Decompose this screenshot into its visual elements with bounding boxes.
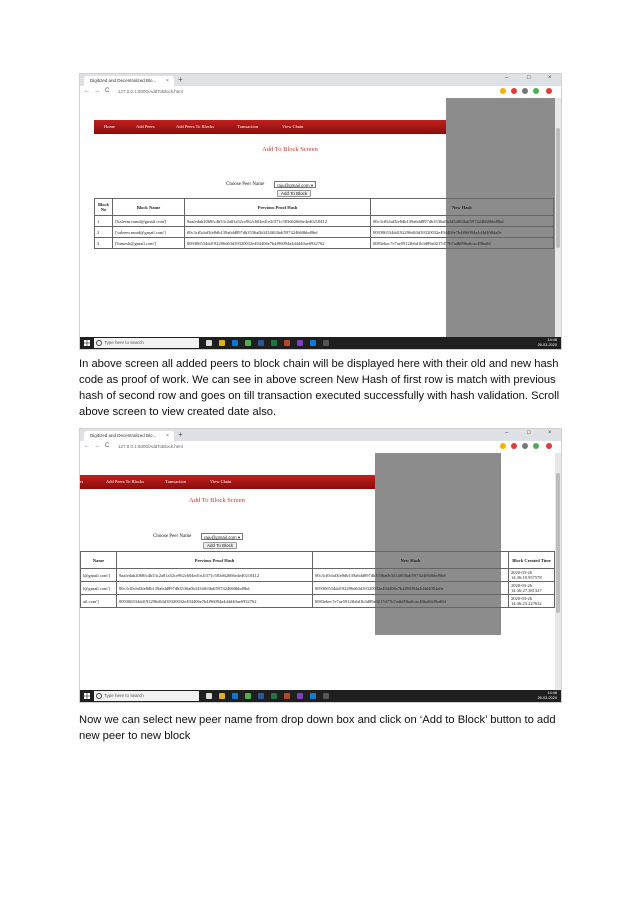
clock-time: 14:46 bbox=[547, 338, 557, 342]
table-row bbox=[95, 238, 554, 249]
back-icon[interactable]: ← bbox=[84, 443, 90, 449]
column-header: Previous Proof Hash bbox=[185, 199, 371, 216]
extension-icon[interactable] bbox=[533, 88, 539, 94]
table-cell: ['saleem.mmd@gmail.com'] bbox=[113, 227, 185, 238]
windows-start-icon[interactable] bbox=[84, 340, 90, 346]
reload-icon[interactable]: C bbox=[105, 443, 110, 449]
minimize-icon[interactable]: – bbox=[505, 75, 509, 81]
profile-icon[interactable] bbox=[546, 443, 552, 449]
table-row bbox=[95, 216, 554, 227]
star-icon[interactable] bbox=[500, 88, 506, 94]
extension-icon[interactable] bbox=[511, 88, 517, 94]
scrollbar[interactable] bbox=[555, 98, 561, 337]
table-cell: 2020-03-26 14:36:27.381327 bbox=[509, 582, 555, 595]
forward-icon[interactable]: → bbox=[94, 443, 100, 449]
add-to-block-button[interactable]: Add To Block bbox=[203, 542, 237, 549]
clock-time: 14:46 bbox=[547, 691, 557, 695]
extension-icon[interactable] bbox=[522, 443, 528, 449]
table-cell: 2020-03-26 14:36:23.227632 bbox=[509, 595, 555, 608]
edge-icon[interactable] bbox=[232, 340, 238, 346]
table-cell: 2020-03-26 14:36:19.957578 bbox=[509, 569, 555, 582]
screenshot-2 bbox=[79, 428, 562, 703]
table-cell: 0083ebec7e7ae5912fb6d1b3d89a0217d77b7adb09ba6cac48ba0dd9ed0d bbox=[313, 595, 509, 608]
app-icon[interactable] bbox=[323, 693, 329, 699]
column-header: New Hash bbox=[371, 199, 554, 216]
app-icon[interactable] bbox=[310, 693, 316, 699]
nav-menu-bar bbox=[94, 120, 446, 134]
table-cell: 009306534dd192296d63d39320032e494406e7b4f96094a4d4d40ae6932762 bbox=[117, 595, 313, 608]
table-row bbox=[81, 569, 555, 582]
profile-icon[interactable] bbox=[546, 88, 552, 94]
close-window-icon[interactable]: × bbox=[548, 75, 552, 81]
powerpoint-icon[interactable] bbox=[284, 693, 290, 699]
column-header: Previous Proof Hash bbox=[117, 552, 313, 569]
app-icon[interactable] bbox=[297, 340, 303, 346]
browser-tab-strip bbox=[80, 429, 561, 441]
taskbar-clock[interactable] bbox=[538, 338, 557, 348]
taskbar-search[interactable] bbox=[94, 338, 199, 348]
paragraph-line: In above screen all added peers to block chain will be displayed here with their old and new hash bbox=[79, 358, 559, 370]
task-view-icon[interactable] bbox=[206, 693, 212, 699]
extension-icon[interactable] bbox=[522, 88, 528, 94]
page-title: Add To Block Screen bbox=[189, 497, 245, 504]
menu-transaction[interactable]: Transaction bbox=[237, 124, 259, 129]
maximize-icon[interactable]: □ bbox=[527, 75, 531, 81]
explorer-icon[interactable] bbox=[219, 340, 225, 346]
menu-view-chain[interactable]: View Chain bbox=[210, 479, 232, 484]
peer-name-label: Choose Peer Name bbox=[153, 534, 192, 539]
edge-icon[interactable] bbox=[232, 693, 238, 699]
powerpoint-icon[interactable] bbox=[284, 340, 290, 346]
column-header: New Hash bbox=[313, 552, 509, 569]
paragraph-1 bbox=[79, 356, 559, 420]
scrollbar[interactable] bbox=[555, 453, 561, 690]
table-cell: 9aafedab2068fc4b53c2a81a52ce962c604ed1e2f371c583d62666e4ed0210412 bbox=[117, 569, 313, 582]
chrome-icon[interactable] bbox=[245, 340, 251, 346]
table-cell: 009306534dd192296d63d39320032e494406e7b4f96094a4d4d4004a0e bbox=[313, 582, 509, 595]
table-cell: l@gmail.com'] bbox=[81, 569, 117, 582]
minimize-icon[interactable]: – bbox=[505, 430, 509, 436]
search-placeholder: Type here to search bbox=[104, 693, 144, 698]
table-row bbox=[81, 595, 555, 608]
table-row bbox=[81, 582, 555, 595]
table-cell: l@gmail.com'] bbox=[81, 582, 117, 595]
windows-taskbar bbox=[80, 690, 561, 702]
peer-name-label: Choose Peer Name bbox=[226, 182, 265, 187]
close-window-icon[interactable]: × bbox=[548, 430, 552, 436]
screenshot-1 bbox=[79, 73, 562, 350]
word-icon[interactable] bbox=[258, 340, 264, 346]
tab-close-icon[interactable]: × bbox=[166, 78, 169, 84]
paragraph-line: Now we can select new peer name from drop down box and click on ‘Add to Block’ button to add bbox=[79, 714, 556, 726]
table-cell: 3 bbox=[95, 238, 113, 249]
url-field[interactable]: 127.0.0.1:8000/AddToBlock.html bbox=[118, 444, 183, 449]
table-cell: 00c3cf0cbd3fe8db139a6dd897db3536a0b3434f63bdf597424660bbd9bd bbox=[185, 227, 371, 238]
back-icon[interactable]: ← bbox=[84, 88, 90, 94]
table-cell: 009306534dd192296d63d39320032e494406e7b4f96094a4d4d4004a0e bbox=[371, 227, 554, 238]
scrollbar-thumb[interactable] bbox=[556, 473, 560, 613]
table-cell: 9aafedab2068fc4b53c2a81a52ce962c604ed1e2f371c583d62666e4ed0210412 bbox=[185, 216, 371, 227]
forward-icon[interactable]: → bbox=[94, 88, 100, 94]
table-header-row bbox=[95, 199, 554, 216]
scrollbar-thumb[interactable] bbox=[556, 128, 560, 248]
tab-title: Digitized and Decentralized Blo... bbox=[90, 433, 157, 438]
excel-icon[interactable] bbox=[271, 693, 277, 699]
search-icon bbox=[96, 340, 102, 346]
peer-name-select[interactable]: raju@gmail.com ▾ bbox=[201, 533, 243, 540]
column-header: Name bbox=[81, 552, 117, 569]
browser-tab[interactable] bbox=[84, 431, 174, 441]
menu-home[interactable]: Home bbox=[104, 124, 115, 129]
browser-viewport bbox=[80, 453, 561, 690]
task-view-icon[interactable] bbox=[206, 340, 212, 346]
url-field[interactable]: 127.0.0.1:8000/AddToBlock.html bbox=[118, 89, 183, 94]
table-cell: ['kaleem.mmd@gmail.com'] bbox=[113, 216, 185, 227]
explorer-icon[interactable] bbox=[219, 693, 225, 699]
menu-transaction[interactable]: Transaction bbox=[165, 479, 187, 484]
taskbar-clock[interactable] bbox=[538, 691, 557, 701]
paragraph-line: code as proof of work. We can see in above screen New Hash of first row is match with previous bbox=[79, 374, 556, 386]
paragraph-line: above screen to view created date also. bbox=[79, 406, 277, 418]
table-cell: 00c3cf0cbd3fe8db139a6dd897db3536a0b3434f63bdf597424660bbd9bd bbox=[117, 582, 313, 595]
maximize-icon[interactable]: □ bbox=[527, 430, 531, 436]
new-tab-icon[interactable]: + bbox=[178, 75, 183, 84]
word-icon[interactable] bbox=[258, 693, 264, 699]
table-cell: 00c3cf0cbd3fe8db139a6dd897db3536a0b3434f63bdf597424660bbd9bd bbox=[371, 216, 554, 227]
table-cell: 1 bbox=[95, 216, 113, 227]
page-title: Add To Block Screen bbox=[262, 146, 318, 153]
browser-viewport bbox=[80, 98, 561, 337]
search-placeholder: Type here to search bbox=[104, 340, 144, 345]
table-cell: 2 bbox=[95, 227, 113, 238]
reload-icon[interactable]: C bbox=[105, 88, 110, 94]
menu-view-chain[interactable]: View Chain bbox=[282, 124, 304, 129]
search-icon bbox=[96, 693, 102, 699]
windows-start-icon[interactable] bbox=[84, 693, 90, 699]
excel-icon[interactable] bbox=[271, 340, 277, 346]
table-row bbox=[95, 227, 554, 238]
paragraph-2 bbox=[79, 712, 559, 744]
app-icon[interactable] bbox=[297, 693, 303, 699]
tab-close-icon[interactable]: × bbox=[166, 433, 169, 439]
new-tab-icon[interactable]: + bbox=[178, 430, 183, 439]
browser-tab-strip bbox=[80, 74, 561, 86]
menu-add-peers[interactable]: ers bbox=[78, 479, 84, 484]
table-cell: ['bimesh@gmail.com'] bbox=[113, 238, 185, 249]
paragraph-line: new peer to new block bbox=[79, 730, 191, 742]
chrome-icon[interactable] bbox=[245, 693, 251, 699]
extension-icon[interactable] bbox=[533, 443, 539, 449]
clock-date: 26-03-2020 bbox=[537, 696, 557, 700]
paragraph-line: hash of second row and goes on till transaction executed successfully with hash validation. Scroll bbox=[79, 390, 560, 402]
blockchain-table bbox=[80, 551, 555, 608]
extension-icon[interactable] bbox=[511, 443, 517, 449]
browser-tab[interactable] bbox=[84, 76, 174, 86]
tab-title: Digitized and Decentralized Blo... bbox=[90, 78, 157, 83]
peer-name-select[interactable]: raju@gmail.com ▾ bbox=[274, 181, 316, 188]
column-header: Block Name bbox=[113, 199, 185, 216]
column-header: Block No bbox=[95, 199, 113, 216]
table-cell: 00c3cf0cbd3fe8db139a6dd897db3536a0b3434f63bdf597424660bbd9bd bbox=[313, 569, 509, 582]
menu-add-peers-to-blocks[interactable]: Add Peers To Blocks bbox=[176, 124, 214, 129]
windows-taskbar bbox=[80, 337, 561, 349]
table-cell: 009306534dd192296d63d39320032e494406e7b4f96094a4d4d40ae6932762 bbox=[185, 238, 371, 249]
star-icon[interactable] bbox=[500, 443, 506, 449]
nav-menu-bar bbox=[80, 475, 375, 489]
table-cell: 0083ebec7e7ae5912fb6d1b3d89a0217d77b7adb09ba6cac48ba0d bbox=[371, 238, 554, 249]
menu-add-peers-to-blocks[interactable]: Add Peers To Blocks bbox=[106, 479, 144, 484]
app-icon[interactable] bbox=[310, 340, 316, 346]
app-icon[interactable] bbox=[323, 340, 329, 346]
clock-date: 26-03-2020 bbox=[537, 343, 557, 347]
column-header: Block Created Time bbox=[509, 552, 555, 569]
add-to-block-button[interactable]: Add To Block bbox=[277, 190, 311, 197]
table-cell: ail.com'] bbox=[81, 595, 117, 608]
menu-add-peers[interactable]: Add Peers bbox=[136, 124, 155, 129]
blockchain-table bbox=[94, 198, 554, 249]
taskbar-search[interactable] bbox=[94, 691, 199, 701]
table-header-row bbox=[81, 552, 555, 569]
